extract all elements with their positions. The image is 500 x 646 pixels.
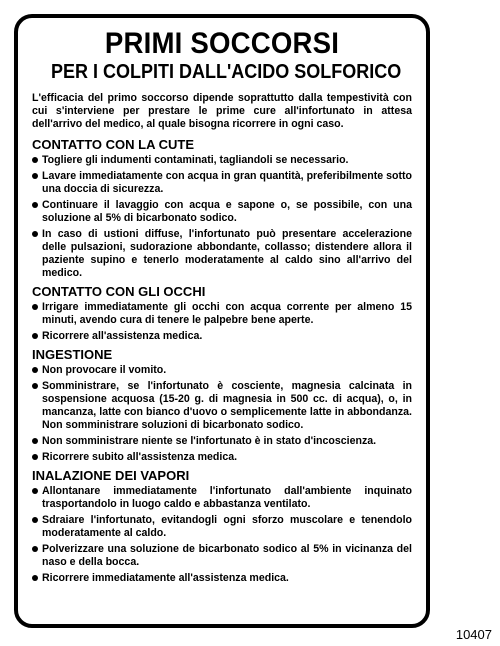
list-item-text: Continuare il lavaggio con acqua e sapone o, se possibile, con una soluzione al 5% di bicarbonato sodico. (42, 199, 412, 224)
section-title: CONTATTO CON LA CUTE (32, 137, 195, 152)
section-title: INGESTIONE (32, 347, 113, 362)
bullet-icon (32, 333, 38, 339)
list-item-text: Somministrare, se l'infortunato è cosciente, magnesia calcinata in sospensione acquosa (15-20 g. di magnesia in 500 cc. di acqua), o, in mancanza, latte con bianco d'uovo o semplicemente latte in abbondanza. Non somministrare soluzioni di bicarbonato sodico. (42, 380, 412, 431)
instruction-list (32, 485, 412, 585)
bullet-icon (32, 454, 38, 460)
section-title: CONTATTO CON GLI OCCHI (32, 284, 206, 299)
list-item-text: Non provocare il vomito. (42, 364, 167, 376)
list-item (32, 485, 412, 511)
list-item-text: Irrigare immediatamente gli occhi con acqua corrente per almeno 15 minuti, avendo cura di tenere le palpebre bene aperte. (42, 301, 412, 326)
bullet-icon (32, 546, 38, 552)
list-item (32, 364, 412, 377)
section-eye-contact (32, 284, 412, 343)
bullet-icon (32, 438, 38, 444)
intro-paragraph: L'efficacia del primo soccorso dipende soprattutto dalla tempestività con cui s'interviene per prestare le prime cure all'infortunato in attesa dell'arrivo del medico, al quale bisogna ricorrere in ogni caso. (32, 92, 412, 130)
bullet-icon (32, 517, 38, 523)
list-item (32, 330, 412, 343)
bullet-icon (32, 575, 38, 581)
bullet-icon (32, 173, 38, 179)
list-item (32, 435, 412, 448)
list-item-text: Sdraiare l'infortunato, evitandogli ogni sforzo muscolare e tenendolo moderatamente al caldo. (42, 514, 412, 539)
sign-subtitle: PER I COLPITI DALL'ACIDO SOLFORICO (51, 61, 402, 83)
bullet-icon (32, 367, 38, 373)
bullet-icon (32, 304, 38, 310)
list-item-text: In caso di ustioni diffuse, l'infortunato può presentare accelerazione delle pulsazioni, sudorazione abbondante, collasso; distendere allora il paziente supino e tenerlo moderatamente al caldo sino all'arrivo del medico. (42, 228, 412, 279)
list-item-text: Polverizzare una soluzione de bicarbonato sodico al 5% in vicinanza del naso e della bocca. (42, 543, 412, 568)
list-item (32, 572, 412, 585)
list-item-text: Non somministrare niente se l'infortunato è in stato d'incoscienza. (42, 435, 377, 447)
list-item-text: Lavare immediatamente con acqua in gran quantità, preferibilmente sotto una doccia di sicurezza. (42, 170, 412, 195)
instruction-list (32, 301, 412, 343)
section-skin-contact (32, 137, 412, 280)
section-ingestion (32, 347, 412, 464)
list-item (32, 228, 412, 280)
list-item (32, 154, 412, 167)
list-item (32, 301, 412, 327)
instruction-list (32, 154, 412, 280)
section-title: INALAZIONE DEI VAPORI (32, 468, 190, 483)
bullet-icon (32, 157, 38, 163)
list-item (32, 543, 412, 569)
bullet-icon (32, 202, 38, 208)
instruction-list (32, 364, 412, 464)
list-item (32, 514, 412, 540)
list-item-text: Ricorrere all'assistenza medica. (42, 330, 203, 342)
list-item (32, 451, 412, 464)
list-item-text: Allontanare immediatamente l'infortunato dall'ambiente inquinato trasportandolo in luogo caldo e abbastanza ventilato. (42, 485, 412, 510)
sign-title: PRIMI SOCCORSI (104, 27, 340, 60)
bullet-icon (32, 488, 38, 494)
list-item (32, 170, 412, 196)
list-item-text: Togliere gli indumenti contaminati, tagliandoli se necessario. (42, 154, 349, 166)
list-item-text: Ricorrere subito all'assistenza medica. (42, 451, 238, 463)
bullet-icon (32, 383, 38, 389)
section-vapor-inhalation (32, 468, 412, 585)
list-item (32, 380, 412, 432)
list-item-text: Ricorrere immediatamente all'assistenza medica. (42, 572, 289, 584)
first-aid-sign (14, 14, 430, 628)
bullet-icon (32, 231, 38, 237)
sign-code: 10407 (455, 627, 492, 642)
list-item (32, 199, 412, 225)
